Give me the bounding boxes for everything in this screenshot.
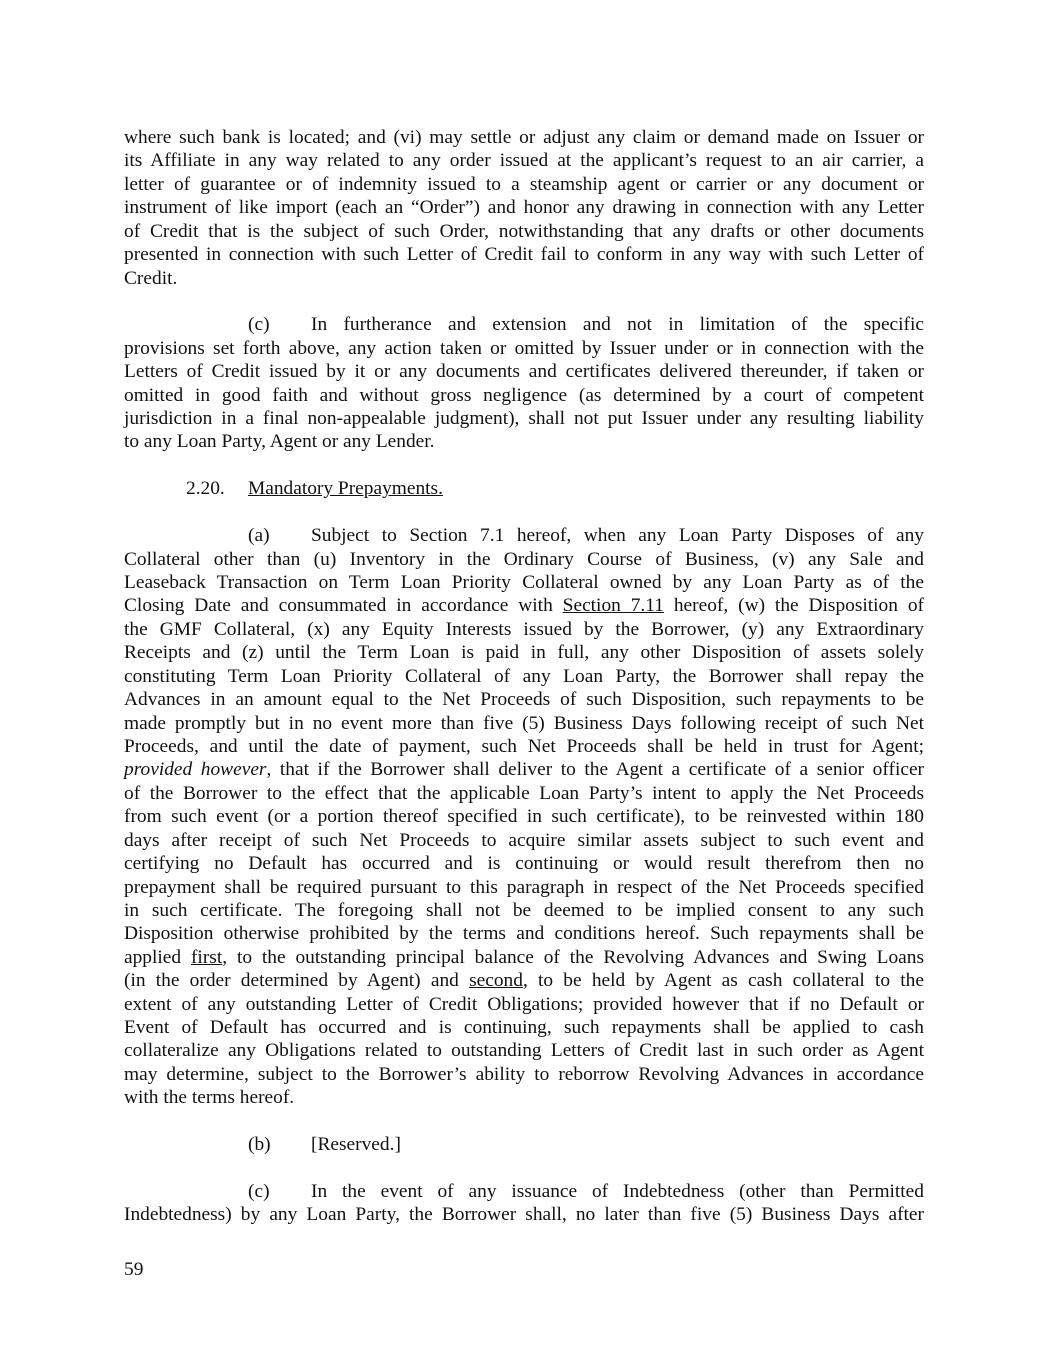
text-run: Subject to Section 7.1 hereof, when any Loan Party Disposes of any [311, 525, 924, 547]
clause-label: (c) [248, 1180, 270, 1202]
text-line [124, 829, 924, 852]
text-line [124, 712, 924, 735]
text-run: [Reserved.] [311, 1134, 401, 1156]
clause-label: (c) [248, 314, 270, 336]
text-run: Advances in an amount equal to the Net Proceeds of such Disposition, such repayments to be [124, 689, 924, 711]
text-run: Indebtedness) by any Loan Party, the Borrower shall, no later than five (5) Business Days after [124, 1204, 924, 1226]
text-run: , to be held by Agent as cash collateral to the [522, 970, 924, 992]
text-line [124, 1063, 924, 1086]
text-line [124, 1086, 924, 1109]
text-run: Event of Default has occurred and is continuing, such repayments shall be applied to cash [124, 1017, 924, 1039]
text-line [124, 969, 924, 992]
text-line [124, 876, 924, 899]
text-line [124, 641, 924, 664]
text-run: provisions set forth above, any action taken or omitted by Issuer under or in connection with the [124, 337, 924, 359]
text-run: its Affiliate in any way related to any order issued at the applicant’s request to an air carrier, a [124, 150, 924, 172]
text-line [124, 1203, 924, 1226]
text-line [124, 384, 924, 407]
text-line [124, 782, 924, 805]
text-line [124, 1133, 924, 1156]
underlined-text: Mandatory Prepayments. [248, 478, 443, 500]
text-run: where such bank is located; and (vi) may settle or adjust any claim or demand made on Issuer or [124, 127, 924, 148]
text-line [124, 313, 924, 336]
text-run: with the terms hereof. [124, 1087, 295, 1109]
text-run: Proceeds, and until the date of payment, such Net Proceeds shall be held in trust for Agent; [124, 735, 924, 757]
text-line [124, 805, 924, 828]
paragraph-spacer [124, 290, 924, 313]
document-body [124, 126, 924, 1227]
text-line [124, 337, 924, 360]
text-run: Leaseback Transaction on Term Loan Priority Collateral owned by any Loan Party as of the [124, 572, 924, 594]
text-run: applied [124, 946, 191, 968]
text-line [124, 477, 924, 500]
paragraph-spacer [124, 454, 924, 477]
text-line [124, 852, 924, 875]
text-run: presented in connection with such Letter of Credit fail to conform in any way with such Letter of [124, 244, 924, 266]
text-run: Letters of Credit issued by it or any documents and certificates delivered thereunder, if taken or [124, 361, 924, 383]
paragraph [124, 524, 924, 1110]
paragraph-spacer [124, 501, 924, 524]
underlined-text: first [190, 946, 223, 968]
text-run: in such certificate. The foregoing shall not be deemed to be implied consent to any such [124, 899, 924, 921]
text-run: letter of guarantee or of indemnity issued to a steamship agent or carrier or any document or [124, 173, 924, 195]
text-run: Disposition otherwise prohibited by the terms and conditions hereof. Such repayments shall be [124, 923, 924, 945]
underlined-text: second [469, 970, 523, 992]
text-run: , that if the Borrower shall deliver to the Agent a certificate of a senior officer [266, 759, 925, 781]
text-run: instrument of like import (each an “Order”) and honor any drawing in connection with any Letter [124, 197, 924, 219]
text-run: Receipts and (z) until the Term Loan is paid in full, any other Disposition of assets solely [124, 642, 924, 664]
underlined-text: Section 7.11 [562, 595, 664, 617]
text-run: hereof, (w) the Disposition of [663, 595, 924, 617]
text-line [124, 149, 924, 172]
clause-label: (b) [248, 1134, 271, 1156]
paragraph [124, 313, 924, 454]
section-heading [124, 477, 924, 500]
text-line [124, 407, 924, 430]
text-run: to any Loan Party, Agent or any Lender. [124, 431, 435, 453]
text-run: jurisdiction in a final non-appealable judgment), shall not put Issuer under any resulting liability [124, 408, 924, 430]
text-run: Closing Date and consummated in accordance with [124, 595, 563, 617]
text-run: made promptly but in no event more than five (5) Business Days following receipt of such Net [124, 712, 924, 734]
text-run: may determine, subject to the Borrower’s ability to reborrow Revolving Advances in accordance [124, 1063, 924, 1085]
text-line [124, 899, 924, 922]
text-run: from such event (or a portion thereof specified in such certificate), to be reinvested within 180 [124, 806, 924, 828]
text-line [124, 360, 924, 383]
paragraph-spacer [124, 1157, 924, 1180]
text-run: constituting Term Loan Priority Collateral of any Loan Party, the Borrower shall repay the [124, 665, 924, 687]
paragraph [124, 1133, 924, 1156]
paragraph [124, 126, 924, 290]
text-line [124, 173, 924, 196]
text-run: Credit. [124, 267, 178, 289]
paragraph [124, 1180, 924, 1227]
clause-label: (a) [248, 525, 270, 547]
text-line [124, 1016, 924, 1039]
text-run: In furtherance and extension and not in limitation of the specific [311, 314, 924, 336]
text-run: omitted in good faith and without gross negligence (as determined by a court of competent [124, 384, 924, 406]
text-run: the GMF Collateral, (x) any Equity Interests issued by the Borrower, (y) any Extraordinary [124, 618, 924, 640]
text-run: certifying no Default has occurred and is continuing or would result therefrom then no [124, 853, 924, 875]
text-run: , to the outstanding principal balance of the Revolving Advances and Swing Loans [222, 946, 925, 968]
text-run: (in the order determined by Agent) and [124, 970, 470, 992]
text-line [124, 1039, 924, 1062]
text-line [124, 430, 924, 453]
text-line [124, 548, 924, 571]
text-line [124, 758, 924, 781]
text-line [124, 946, 924, 969]
text-run: Collateral other than (u) Inventory in the Ordinary Course of Business, (v) any Sale and [124, 548, 924, 570]
text-run: of the Borrower to the effect that the applicable Loan Party’s intent to apply the Net Proceeds [124, 782, 924, 804]
text-run: In the event of any issuance of Indebtedness (other than Permitted [311, 1180, 924, 1202]
text-line [124, 126, 924, 149]
text-line [124, 665, 924, 688]
text-line [124, 243, 924, 266]
text-run: collateralize any Obligations related to outstanding Letters of Credit last in such order as Agent [124, 1040, 924, 1062]
paragraph-spacer [124, 1110, 924, 1133]
text-line [124, 594, 924, 617]
text-run: days after receipt of such Net Proceeds to acquire similar assets subject to such event and [124, 829, 924, 851]
italic-text: provided however [124, 759, 267, 781]
text-line [124, 922, 924, 945]
text-line [124, 571, 924, 594]
text-line [124, 735, 924, 758]
text-line [124, 267, 924, 290]
text-line [124, 688, 924, 711]
text-line [124, 993, 924, 1016]
text-line [124, 1180, 924, 1203]
text-run: extent of any outstanding Letter of Credit Obligations; provided however that if no Default or [124, 993, 924, 1015]
text-run: prepayment shall be required pursuant to this paragraph in respect of the Net Proceeds specified [124, 876, 924, 898]
section-number: 2.20. [186, 478, 225, 500]
text-line [124, 196, 924, 219]
text-line [124, 524, 924, 547]
text-line [124, 220, 924, 243]
page-number: 59 [124, 1259, 144, 1280]
text-run: of Credit that is the subject of such Order, notwithstanding that any drafts or other documents [124, 220, 924, 242]
text-line [124, 618, 924, 641]
